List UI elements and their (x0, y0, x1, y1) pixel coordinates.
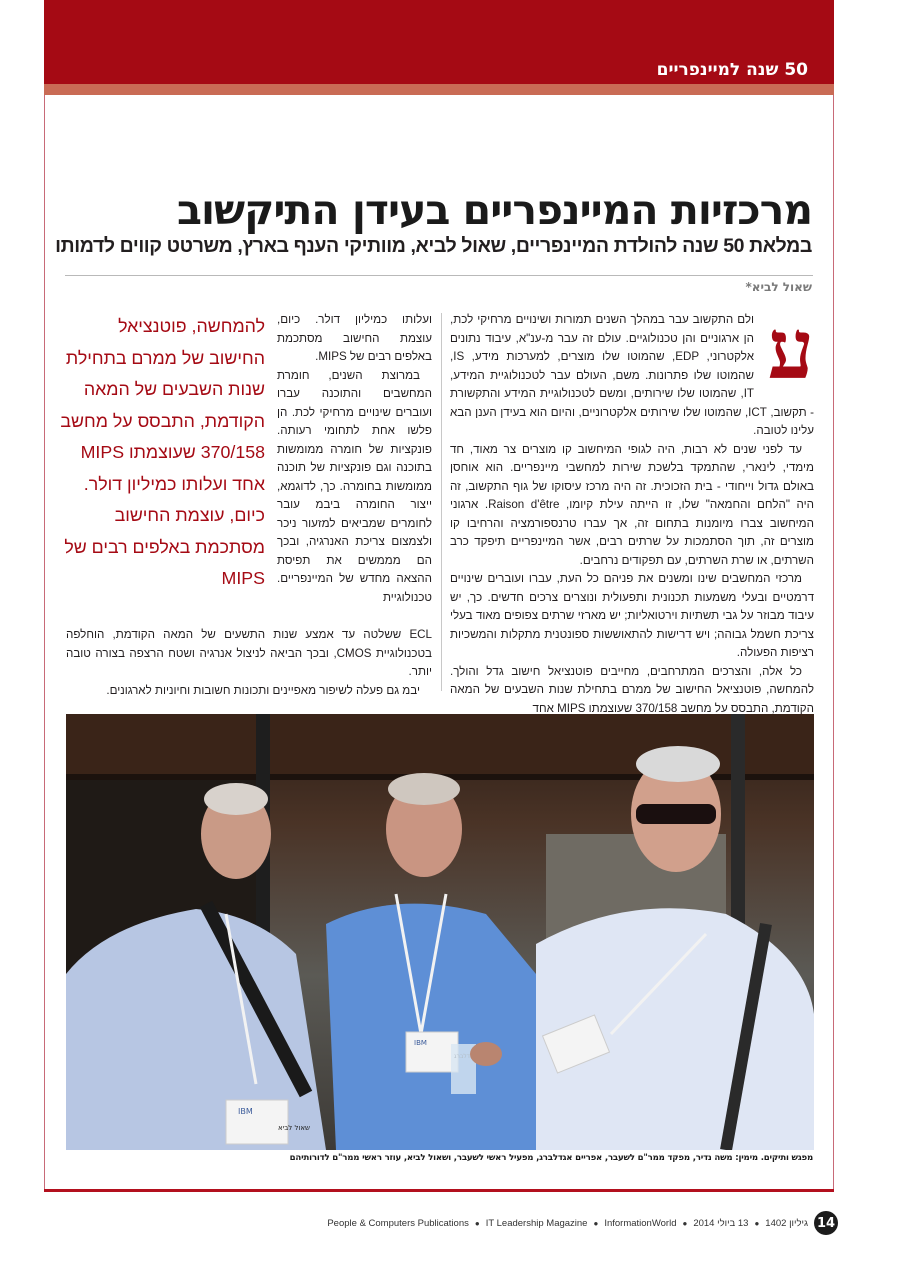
section-title: 50 שנה למיינפריים (656, 60, 808, 80)
separator-dot: ● (474, 1218, 480, 1228)
article-subhead: במלאת 50 שנה להולדת המיינפריים, שאול לביא, מוותיקי הענף בארץ, משרטט קווים לדמותו (55, 235, 812, 257)
badge-logo: IBM (414, 1039, 427, 1047)
paragraph: עד לפני שנים לא רבות, היה לגופי המיחשוב קו מוצרים צר מאוד, חד מימדי, לינארי, שהתמקד בלשכת שירות למחשבי מיינפריים. הוא אוחסן באולם גדול וייחודי - בית הזכוכית. זה היה מרכז עיסוקו של גוף התקשוב, זה היה "הלחם והחמאה" שלו, זו הייתה עילת קיומו, Raison d'être. ארגוני המיחשוב צברו מיומנות בתחום זה, אך עברו טרנספורמציה והרחיבו קו מוצרים זה, תוך הסתמכות על שרתים רבים, אשר המיינפריים תיפקד כרב השרתים, או שרת השרתים, עם תפקודים נרחבים. (450, 442, 814, 567)
paragraph: במרוצת השנים, חומרת המחשבים והתוכנה עברו ועוברים שינויים מרחיקי לכת. הן פלשו אחת לתחומי רעותה. פונקציות של חומרה ממומשות בתוכנה וגם פונקציות של תוכנה ממומשות בחומרה. כך, לדוגמא, ייצור החומרה ביבמ עובר לחומרים שמביאים למזעור ניכר ולצמצום צריכת האנרגיה, ובכך הם מממשים את תפיסת ההצאה מחדש של המיינפריים. טכנולוגיית (277, 368, 432, 604)
badge-logo: IBM (238, 1107, 253, 1116)
paragraph: מרכזי המחשבים שינו ומשנים את פניהם כל העת, עברו ועוברים שינויים דרמטיים ובעלי משמעות תכנונית ותפעולית ונוצרים צרכים חדשים. כך, יש עיבוד מבוזר על גבי תשתיות וירטואליות; יש מארזי שרתים צפופים מאוד בעלי צריכת חשמל גבוהה; ויש דרישות להתאוששות ספונטנית מתקלות והמשכיות רציפות הפעולה. (450, 572, 814, 659)
separator-dot: ● (754, 1218, 760, 1228)
pull-quote: להמחשה, פוטנציאל החישוב של ממרם בתחילת שנות השבעים של המאה הקודמת, התבסס על מחשב 370/158 שעוצמתו MIPS אחד ועלותו כמיליון דולר. כיום, עוצמת החישוב מסתכמת באלפים רבים של MIPS (60, 316, 265, 588)
paragraph: ולם התקשוב עבר במהלך השנים תמורות ושינויים מרחיקי לכת, הן ארגוניים והן טכנולוגיים. עולם זה עבר מ-ענ"א, עיבוד נתונים אלקטרוני, EDP, שהמוטו שלו מוצרים, למערכות מידע, IS, שהמוטו שלו פתרונות. משם, העולם עבר לטכנולוגיית המידע, IT, שהמוטו שלו שירותים, ומשם לטכנולוגיית המידע והתקשורת - תקשוב, ICT, שהמוטו שלו שירותים אלקטרוניים, והיום הוא בעידן הענן הבא עלינו לטובה. (450, 313, 814, 437)
footer-magazine: IT Leadership Magazine (485, 1217, 588, 1229)
article-column-right (450, 302, 814, 718)
bottom-rule (44, 1189, 834, 1192)
footer-publisher: People & Computers Publications (327, 1217, 469, 1229)
page-footer (327, 1210, 838, 1236)
page-number: 14 (814, 1211, 838, 1235)
drop-cap: ע (767, 302, 814, 398)
badge-name-left: שאול לביא (278, 1124, 311, 1132)
photo-illustration (66, 714, 814, 1150)
footer-date: 13 ביולי 2014 (693, 1217, 749, 1229)
separator-dot: ● (593, 1218, 599, 1228)
article-column-middle (277, 311, 432, 607)
footer-issue: גיליון 1402 (765, 1217, 808, 1229)
paragraph: ECL ששלטה עד אמצע שנות התשעים של המאה הקודמת, הוחלפה בטכנולוגיית CMOS, ובכך הביאה לניצול אנרגיה ושטח הרצפה בצורה טובה יותר. (66, 628, 432, 678)
separator-dot: ● (682, 1218, 688, 1228)
photo-caption: מפגש ותיקים. מימין: משה נדיר, מפקד ממר"ם לשעבר, אפריים אגדלברג, מפעיל ראשי לשעבר, ושאול לביא, עוזר ראשי ממר"ם לדורותיהם (289, 1153, 813, 1163)
article-column-continued (66, 626, 432, 700)
column-divider (441, 313, 442, 691)
paragraph: יבמ גם פעלה לשיפור מאפיינים ותכונות חשובות וחיוניות לארגונים. (106, 683, 420, 697)
paragraph: כל אלה, והצרכים המתרחבים, מחייבים פוטנציאל חישוב גדל והולך. להמחשה, פוטנציאל החישוב של ממרם בתחילת שנות השבעים של המאה הקודמת, התבסס על מחשב 370/158 שעוצמתו MIPS אחד (450, 664, 814, 715)
article-byline: שאול לביא* (745, 280, 812, 294)
article-photo (66, 714, 814, 1150)
header-stripe (44, 84, 834, 95)
footer-site: InformationWorld (604, 1217, 677, 1229)
article-headline: מרכזיות המיינפריים בעידן התיקשוב (176, 186, 812, 234)
paragraph: ועלותו כמיליון דולר. כיום, עוצמת החישוב מסתכמת באלפים רבים של MIPS. (277, 313, 432, 363)
byline-divider (65, 275, 813, 276)
